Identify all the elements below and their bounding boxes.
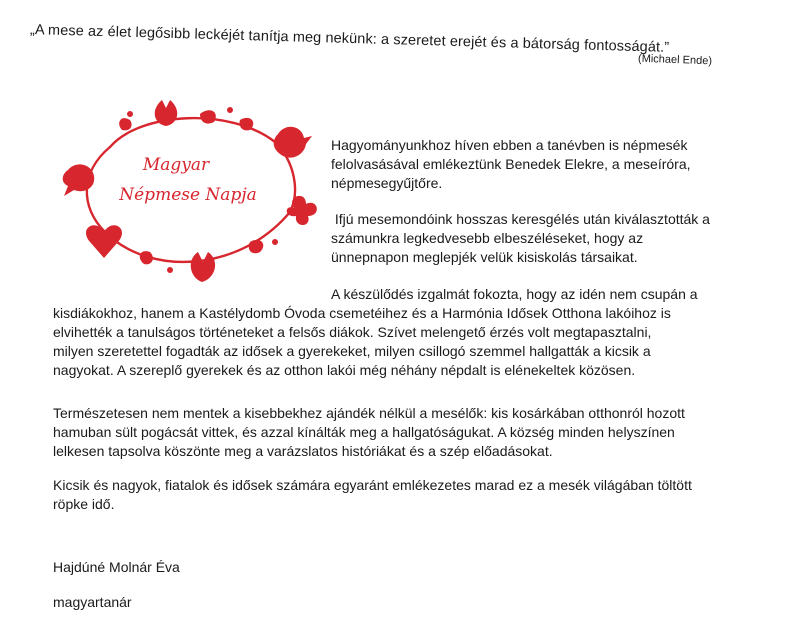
paragraph-preparation [53, 304, 671, 380]
logo-title-line2: Népmese Napja [119, 185, 257, 205]
logo-leaf [119, 118, 131, 130]
logo-dot [127, 111, 133, 117]
logo-leaf [200, 110, 216, 123]
logo-leaf [249, 240, 264, 253]
logo-tulip-bottom [191, 252, 215, 282]
text-line: elvihették a tanulságos történeteket a felsős diákok. Szívet melengető érzés volt megtapasztalni, [53, 324, 652, 340]
text-line: számunkra legkedvesebb elbeszéléseket, hogy az [331, 230, 644, 246]
text-line: ünnepnapon meglepjék velük kisiskolás társaikat. [331, 249, 638, 265]
quote-text: „A mese az élet legősibb leckéjét tanítja meg nekünk: a szeretet erejét és a bátorság fontosságát.” [29, 22, 670, 56]
logo-leaf [140, 251, 153, 264]
text-line: népmesegyűjtőre. [331, 175, 443, 191]
text-line: Természetesen nem mentek a kisebbekhez ajándék nélkül a mesélők: kis kosárkában otthonról hozott [53, 405, 685, 421]
text-line: röpke idő. [53, 496, 115, 512]
paragraph-storytellers [331, 210, 710, 267]
logo-vine-left [87, 147, 110, 232]
logo-dot [167, 267, 173, 273]
text-line: Ifjú mesemondóink hosszas keresgélés után kiválasztották a [331, 211, 710, 227]
signature-role: magyartanár [53, 594, 132, 610]
paragraph-closing [53, 476, 692, 514]
text-line: Kicsik és nagyok, fiatalok és idősek számára egyaránt emlékezetes marad ez a mesék világában töltött [53, 477, 692, 493]
nepmese-napja-logo [50, 92, 325, 287]
text-line: nagyokat. A szereplő gyerekek és az otthon lakói még néhány népdalt is elénekeltek közösen. [53, 362, 636, 378]
text-line: milyen szeretettel fogadták az idősek a gyerekeket, milyen csillogó szemmel hallgatták a kicsik a [53, 343, 651, 359]
text-line: felolvasásával emlékeztünk Benedek Elekre, a meseíróra, [331, 156, 691, 172]
signature-name: Hajdúné Molnár Éva [53, 559, 180, 575]
paragraph-preparation-first-line: A készülődés izgalmát fokozta, hogy az idén nem csupán a [331, 286, 698, 302]
text-line: lelkesen tapsolva köszönte meg a varázslatos históriákat és a szép előadásokat. [53, 443, 553, 459]
logo-leaf [239, 118, 253, 130]
paragraph-intro [331, 136, 691, 193]
quote-author: (Michael Ende) [637, 52, 713, 68]
logo-dot [272, 239, 278, 245]
logo-title-line1: Magyar [142, 155, 210, 175]
logo-bird-right [274, 127, 312, 158]
paragraph-gifts [53, 404, 685, 461]
text-line: Hagyományunkhoz híven ebben a tanévben is népmesék [331, 137, 688, 153]
logo-bird-left [63, 164, 94, 196]
logo-flower-right [287, 196, 317, 225]
text-line: kisdiákokhoz, hanem a Kastélydomb Óvoda csemetéihez és a Harmónia Idősek Otthona lakóihoz is [53, 305, 671, 321]
logo-dot [227, 107, 233, 113]
text-line: hamuban sült pogácsát vittek, és azzal kínálták meg a hallgatóságukat. A község minden helyszínen [53, 424, 675, 440]
